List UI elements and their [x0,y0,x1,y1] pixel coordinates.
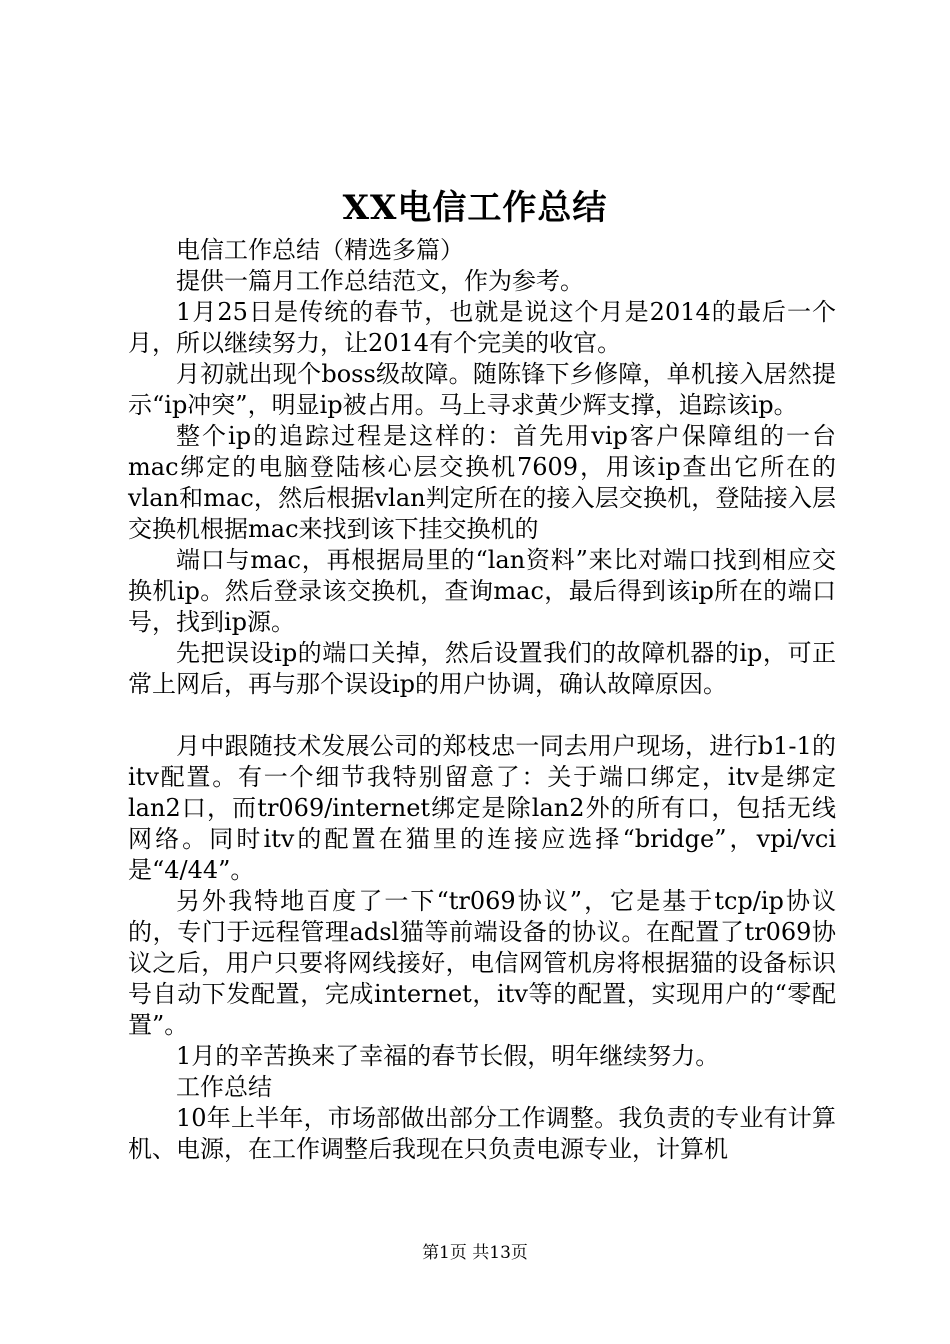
page-footer: 第1页 共13页 [422,1243,528,1263]
document-title: XX电信工作总结 [342,188,608,228]
paragraph: 电信工作总结（精选多篇） [176,236,464,264]
paragraph: 月中跟随技术发展公司的郑枝忠一同去用户现场，进行b1-1的itv配置。有一个细节我特别留意了：关于端口绑定，itv是绑定lan2口，而tr069/internet绑定是除lan2外的所有口，包括无线网络。同时itv的配置在猫里的连接应选择“bridge”，vpi/vci是“4/44”。 [128,732,836,884]
paragraph: 提供一篇月工作总结范文，作为参考。 [176,267,584,295]
paragraph: 1月的辛苦换来了幸福的春节长假，明年继续努力。 [176,1042,720,1070]
document-body [128,235,836,1165]
paragraph: 先把误设ip的端口关掉，然后设置我们的故障机器的ip，可正常上网后，再与那个误设ip的用户协调，确认故障原因。 [128,639,836,698]
section-heading: 工作总结 [176,1073,272,1101]
paragraph: 另外我特地百度了一下“tr069协议”，它是基于tcp/ip协议的，专门于远程管理adsl猫等前端设备的协议。在配置了tr069协议之后，用户只要将网线接好，电信网管机房将根据猫的设备标识号自动下发配置，完成internet，itv等的配置，实现用户的“零配置”。 [128,887,836,1039]
paragraph: 10年上半年，市场部做出部分工作调整。我负责的专业有计算机、电源，在工作调整后我现在只负责电源专业，计算机 [128,1104,836,1163]
paragraph: 1月25日是传统的春节，也就是说这个月是2014的最后一个月，所以继续努力，让2014有个完美的收官。 [128,298,836,357]
paragraph: 月初就出现个boss级故障。随陈锋下乡修障，单机接入居然提示“ip冲突”，明显ip被占用。马上寻求黄少辉支撑，追踪该ip。 [128,360,836,419]
paragraph: 端口与mac，再根据局里的“lan资料”来比对端口找到相应交换机ip。然后登录该交换机，查询mac，最后得到该ip所在的端口号，找到ip源。 [128,546,836,636]
paragraph: 整个ip的追踪过程是这样的：首先用vip客户保障组的一台mac绑定的电脑登陆核心层交换机7609，用该ip查出它所在的vlan和mac，然后根据vlan判定所在的接入层交换机，登陆接入层交换机根据mac来找到该下挂交换机的 [128,422,836,543]
